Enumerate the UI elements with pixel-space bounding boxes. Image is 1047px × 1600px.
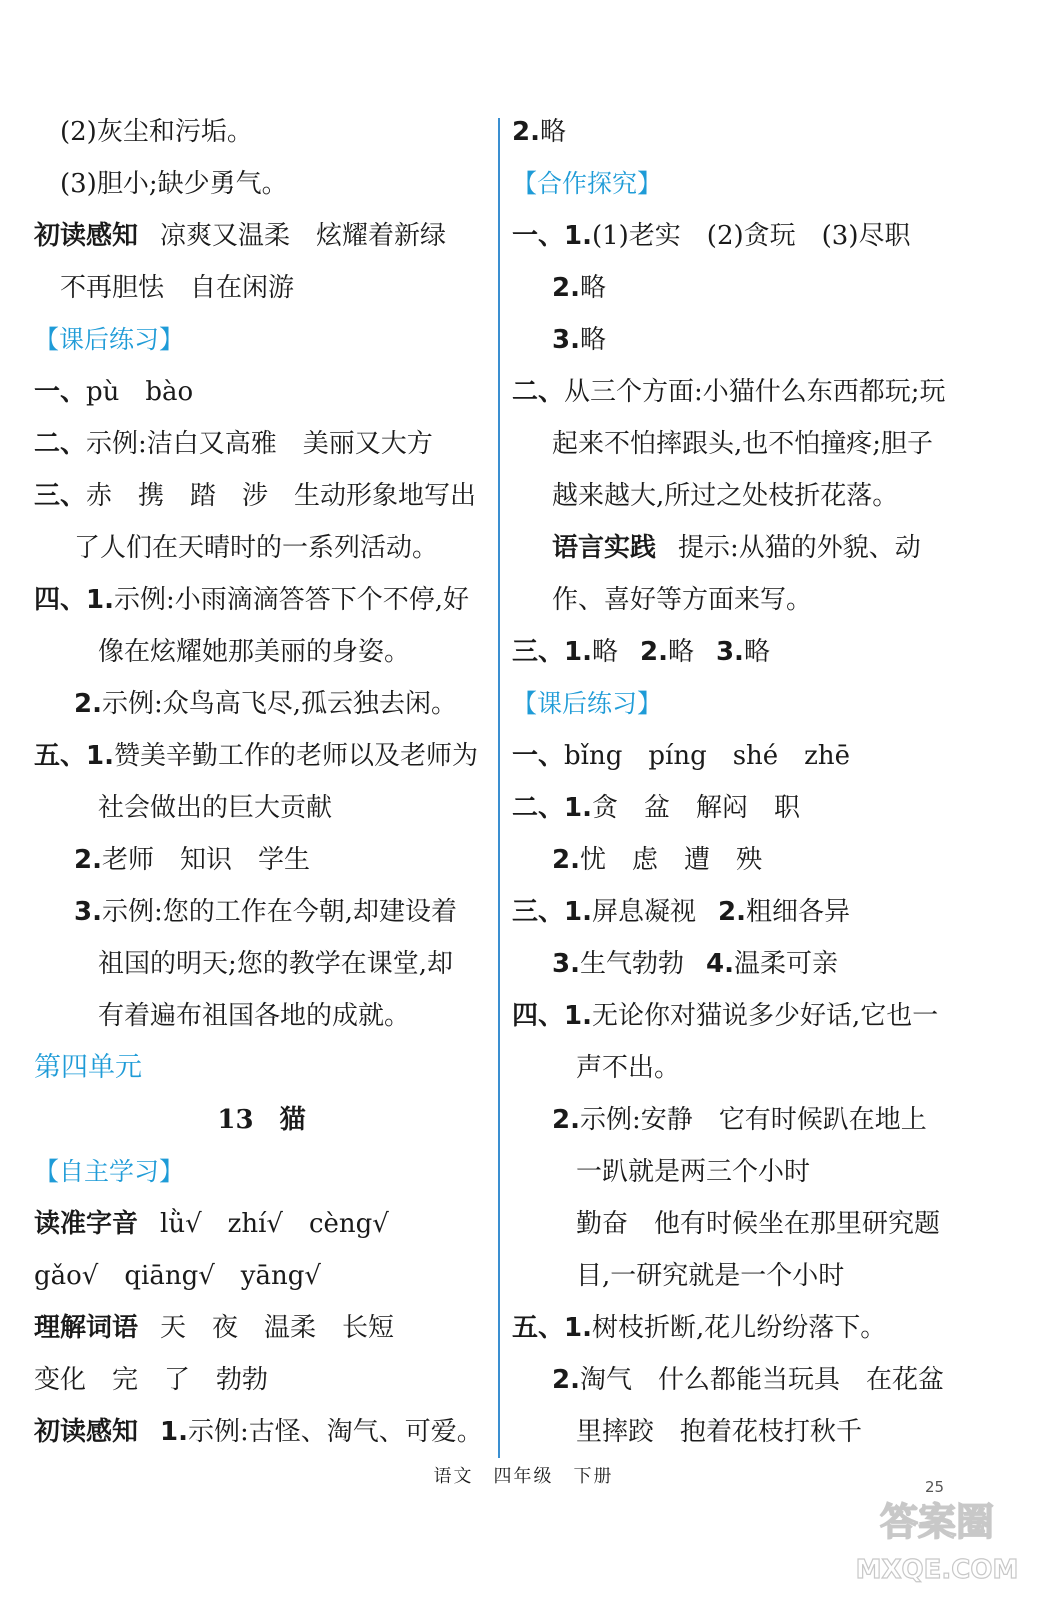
answer-line: 了人们在天晴时的一系列活动。 [74, 533, 439, 563]
answer-line: 像在炫耀她那美丽的身姿。 [98, 637, 411, 667]
answer-line: 3.略 [552, 325, 606, 355]
answer-line: 三、1.略 2.略 3.略 [512, 637, 770, 667]
answer-line: 三、1.屏息凝视 2.粗细各异 [512, 897, 850, 927]
answer-line: 二、示例:洁白又高雅 美丽又大方 [34, 429, 433, 459]
answer-line: 三、赤 携 踏 涉 生动形象地写出 [34, 481, 477, 511]
answer-line: 社会做出的巨大贡献 [98, 793, 333, 823]
answer-line: 起来不怕摔跟头,也不怕撞疼;胆子 [552, 429, 934, 459]
answer-line: 变化 完 了 勃勃 [34, 1365, 269, 1395]
answer-line: 声不出。 [576, 1053, 681, 1083]
answer-line: 2.示例:安静 它有时候趴在地上 [552, 1105, 927, 1135]
watermark-text: 答案圈 [879, 1500, 995, 1544]
answer-line: 目,一研究就是一个小时 [576, 1261, 845, 1291]
answer-line: 里摔跤 抱着花枝打秋千 [576, 1417, 863, 1447]
section-label: 初读感知 [34, 1417, 139, 1447]
section-label: 理解词语 [34, 1313, 139, 1343]
answer-line: 3.示例:您的工作在今朝,却建设着 [74, 897, 457, 927]
answer-line: 五、1.赞美辛勤工作的老师以及老师为 [34, 741, 478, 771]
answer-line: 祖国的明天;您的教学在课堂,却 [98, 949, 454, 979]
answer-line: 语言实践 提示:从猫的外貌、动 [552, 533, 921, 563]
column-divider [498, 118, 500, 1458]
section-label: 初读感知 [34, 221, 139, 251]
answer-line: 有着遍布祖国各地的成就。 [98, 1001, 411, 1031]
answer-line: gǎo√ qiāng√ yāng√ [34, 1261, 321, 1291]
answer-line: 作、喜好等方面来写。 [552, 585, 813, 615]
answer-line: 四、1.示例:小雨滴滴答答下个不停,好 [34, 585, 469, 615]
left-column [34, 106, 489, 1458]
answer-line: 理解词语 天 夜 温柔 长短 [34, 1313, 395, 1343]
answer-line: 2.老师 知识 学生 [74, 845, 310, 875]
answer-line: 初读感知 凉爽又温柔 炫耀着新绿 [34, 221, 447, 251]
unit-title: 第四单元 [34, 1052, 142, 1083]
answer-line: (2)灰尘和污垢。 [60, 117, 253, 147]
answer-line: 越来越大,所过之处枝折花落。 [552, 481, 899, 511]
answer-line: 2.忧 虑 遭 殃 [552, 845, 762, 875]
answer-line: 读准字音 lǜ√ zhí√ cèng√ [34, 1209, 389, 1239]
answer-line: 一趴就是两三个小时 [576, 1157, 811, 1187]
answer-line: 二、1.贪 盆 解闷 职 [512, 793, 800, 823]
section-header-practice: 【课后练习】 [512, 689, 663, 718]
answer-line: 不再胆怯 自在闲游 [60, 273, 295, 303]
watermark-logo [845, 1480, 1030, 1590]
right-column [512, 106, 972, 1458]
answer-line: 初读感知 1.示例:古怪、淘气、可爱。 [34, 1417, 483, 1447]
section-header-self-study: 【自主学习】 [34, 1157, 185, 1186]
answer-line: 2.淘气 什么都能当玩具 在花盆 [552, 1365, 944, 1395]
answer-line: 2.略 [552, 273, 606, 303]
section-label: 读准字音 [34, 1209, 139, 1239]
page-number: 25 [925, 1478, 945, 1496]
answer-line: 3.生气勃勃 4.温柔可亲 [552, 949, 838, 979]
answer-line: 四、1.无论你对猫说多少好话,它也一 [512, 1001, 939, 1031]
answer-line: 二、从三个方面:小猫什么东西都玩;玩 [512, 377, 946, 407]
section-header-cooperate: 【合作探究】 [512, 169, 663, 198]
answer-line: 五、1.树枝折断,花儿纷纷落下。 [512, 1313, 887, 1343]
answer-line: 2.略 [512, 117, 566, 147]
answer-line: 勤奋 他有时候坐在那里研究题 [576, 1209, 941, 1239]
answer-line: (3)胆小;缺少勇气。 [60, 169, 288, 199]
section-header-practice: 【课后练习】 [34, 325, 185, 354]
page-footer: 语文 四年级 下册 [433, 1466, 614, 1487]
answer-line: 2.示例:众鸟高飞尽,孤云独去闲。 [74, 689, 457, 719]
answer-line: 一、bǐng píng shé zhē [512, 741, 851, 771]
section-label: 语言实践 [552, 533, 657, 563]
lesson-title: 13 猫 [217, 1105, 306, 1135]
answer-line: 一、1.(1)老实 (2)贪玩 (3)尽职 [512, 221, 911, 251]
answer-line: 一、pù bào [34, 377, 194, 407]
watermark-url: MXQE.COM [855, 1555, 1019, 1585]
